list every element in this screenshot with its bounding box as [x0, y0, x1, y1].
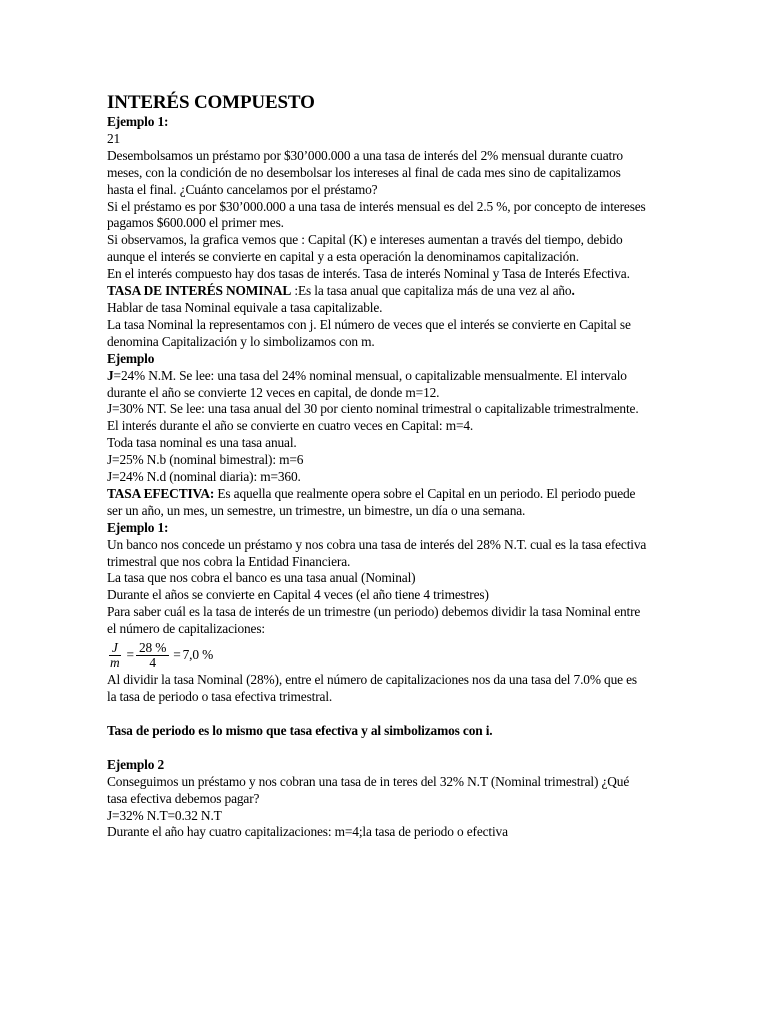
term-tasa-efectiva: TASA EFECTIVA: — [107, 485, 215, 501]
example-heading: Ejemplo — [107, 350, 155, 366]
paragraph: Si el préstamo es por $30’000.000 a una tasa de interés mensual es del 2.5 %, por concepto de intereses pagamos $600.000 el primer mes. — [107, 198, 646, 231]
paragraph: J=24% N.d (nominal diaria): m=360. — [107, 469, 301, 485]
paragraph: Conseguimos un préstamo y nos cobran una tasa de in teres del 32% N.T (Nominal trimestral) ¿Qué tasa efectiva debemos pagar? — [107, 773, 630, 806]
formula-fraction-j-m: $\frac{J}{m}$ — [110, 639, 120, 670]
definition-nominal: TASA DE INTERÉS NOMINAL :Es la tasa anual que capitaliza más de una vez al año. — [107, 283, 575, 299]
paragraph: Para saber cuál es la tasa de interés de un trimestre (un periodo) debemos dividir la tasa Nominal entre el número de capitalizaciones: — [107, 604, 641, 637]
page-number: 21 — [107, 130, 121, 146]
paragraph: La tasa Nominal la representamos con j. El número de veces que el interés se convierte en Capital se denomina Capitalización y lo simbolizamos con m. — [107, 316, 631, 349]
paragraph: Toda tasa nominal es una tasa anual. — [107, 435, 297, 451]
bold-note: Tasa de periodo es lo mismo que tasa efectiva y al simbolizamos con i. — [107, 722, 493, 738]
example-heading: Ejemplo 1: — [107, 519, 169, 535]
paragraph: J=32% N.T=0.32 N.T — [107, 807, 222, 823]
paragraph: Al dividir la tasa Nominal (28%), entre el número de capitalizaciones nos da una tasa del 7.0% que es la tasa de periodo o tasa efectiva trimestral. — [107, 672, 637, 704]
paragraph: Si observamos, la grafica vemos que : Capital (K) e intereses aumentan a través del tiempo, debido aunque el interés se convierte en capital y a esta operación la denominamos capitalización. — [107, 232, 623, 265]
paragraph: Un banco nos concede un préstamo y nos cobra una tasa de interés del 28% N.T. cual es la tasa efectiva trimestral que nos cobra la Entidad Financiera. — [107, 536, 647, 569]
paragraph: La tasa que nos cobra el banco es una tasa anual (Nominal) — [107, 570, 416, 586]
paragraph: Desembolsamos un préstamo por $30’000.000 a una tasa de interés del 2% mensual durante cuatro meses, con la condición de no desembolsar los intereses al final de cada mes sino de capitalizamos hasta el final. ¿Cuánto cancelamos por el préstamo? — [107, 147, 623, 197]
paragraph: Hablar de tasa Nominal equivale a tasa capitalizable. — [107, 299, 383, 315]
example-heading: Ejemplo 1: — [107, 114, 169, 129]
paragraph: Durante el año hay cuatro capitalizaciones: m=4;la tasa de periodo o efectiva — [107, 824, 508, 840]
paragraph: J=25% N.b (nominal bimestral): m=6 — [107, 452, 304, 468]
term-tasa-nominal: TASA DE INTERÉS NOMINAL — [107, 283, 292, 299]
formula: $\frac{J}{m}$ = $\frac{28 \%}{4}$ = 7,0 % — [107, 638, 647, 672]
paragraph: J=24% N.M. Se lee: una tasa del 24% nominal mensual, o capitalizable mensualmente. El intervalo durante el año se convierte 12 veces en capital, de donde m=12. — [107, 367, 627, 400]
document-page — [107, 92, 647, 841]
example-heading: Ejemplo 2 — [107, 756, 165, 772]
paragraph: Durante el años se convierte en Capital 4 veces (el año tiene 4 trimestres) — [107, 587, 489, 603]
page-title: INTERÉS COMPUESTO — [107, 92, 315, 113]
paragraph: J=30% NT. Se lee: una tasa anual del 30 por ciento nominal trimestral o capitalizable trimestralmente. El interés durante el año se convierte en cuatro veces en Capital: m=4. — [107, 401, 639, 434]
formula-fraction-rate: $\frac{28 \%}{4}$ — [136, 641, 169, 670]
formula-result: 7,0 % — [182, 646, 214, 662]
definition-efectiva: TASA EFECTIVA: Es aquella que realmente opera sobre el Capital en un periodo. El periodo puede ser un año, un mes, un semestre, un trimestre, un bimestre, un día o una semana. — [107, 485, 636, 518]
paragraph: En el interés compuesto hay dos tasas de interés. Tasa de interés Nominal y Tasa de Interés Efectiva. — [107, 266, 630, 282]
